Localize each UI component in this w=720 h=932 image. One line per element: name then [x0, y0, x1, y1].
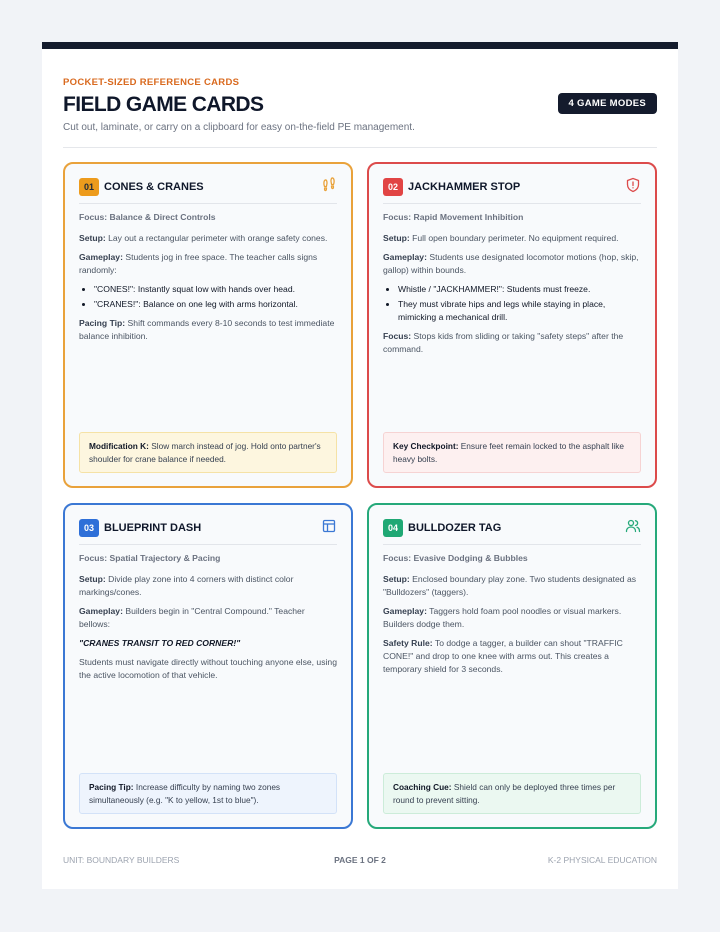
callout-label: Key Checkpoint: [393, 441, 459, 451]
card-callout [383, 432, 641, 473]
extra-label: Focus: [383, 331, 412, 341]
callout-text: Ensure feet remain locked to the asphalt like heavy bolts. [393, 441, 625, 464]
footer-grade: K-2 PHYSICAL EDUCATION [547, 855, 657, 865]
eyebrow-label: POCKET-SIZED REFERENCE CARDS [63, 77, 240, 88]
card-number: 03 [79, 519, 99, 537]
card-gameplay [383, 605, 641, 631]
setup-text: Divide play zone into 4 corners with distinct color markings/cones. [79, 574, 294, 597]
card-number: 04 [383, 519, 403, 537]
card-header [79, 518, 337, 540]
card-setup [79, 573, 337, 599]
card-divider [383, 544, 641, 545]
footer-page-number: PAGE 1 OF 2 [334, 855, 386, 865]
callout-text: Shield can only be deployed three times per round to prevent sitting. [393, 782, 616, 805]
card-focus: Focus: Evasive Dodging & Bubbles [383, 553, 528, 563]
command-list [398, 283, 641, 324]
gameplay-text: Students jog in free space. The teacher calls signs randomly: [79, 252, 318, 275]
card-gameplay [79, 605, 337, 631]
card-callout [79, 773, 337, 814]
card-extra: Students must navigate directly without touching anyone else, using the active locomotion of that vehicle. [79, 657, 337, 680]
header-divider [63, 147, 657, 148]
page-subtitle: Cut out, laminate, or carry on a clipboard for easy on-the-field PE management. [63, 122, 415, 133]
card-setup [79, 232, 337, 245]
top-accent-bar [42, 42, 678, 49]
card-focus: Focus: Spatial Trajectory & Pacing [79, 553, 221, 563]
card-header [383, 518, 641, 540]
game-card-bulldozer-tag [367, 503, 657, 829]
card-callout [79, 432, 337, 473]
extra-text: Stops kids from sliding or taking "safety steps" after the command. [383, 331, 624, 354]
card-focus: Focus: Rapid Movement Inhibition [383, 212, 524, 222]
gameplay-label: Gameplay: [79, 606, 123, 616]
setup-label: Setup: [383, 233, 410, 243]
card-body [79, 552, 337, 688]
callout-text: Slow march instead of jog. Hold onto partner's shoulder for crane balance if needed. [89, 441, 321, 464]
command-list [94, 283, 337, 311]
list-item: • "CONES!": Instantly squat low with hands over head. [94, 283, 337, 296]
gameplay-text: Builders begin in "Central Compound." Teacher bellows: [79, 606, 305, 629]
shield-alert-icon [625, 177, 641, 193]
footer-unit: UNIT: BOUNDARY BUILDERS [63, 855, 180, 865]
card-extra [383, 637, 641, 676]
extra-text: To dodge a tagger, a builder can shout "TRAFFIC CONE!" and drop to one knee with arms out. This creates a temporary shield for 3 seconds. [383, 638, 623, 674]
card-extra [383, 330, 641, 356]
setup-label: Setup: [79, 574, 106, 584]
callout-text: Increase difficulty by naming two zones simultaneously (e.g. "K to yellow, 1st to blue"). [89, 782, 281, 805]
card-header [383, 177, 641, 199]
game-card-cones-cranes [63, 162, 353, 488]
list-item: • Whistle / "JACKHAMMER!": Students must freeze. [398, 283, 641, 296]
card-body [383, 211, 641, 362]
setup-label: Setup: [79, 233, 106, 243]
extra-text: Shift commands every 8-10 seconds to test immediate balance inhibition. [79, 318, 335, 341]
setup-text: Enclosed boundary play zone. Two students designated as "Bulldozers" (taggers). [383, 574, 637, 597]
card-gameplay [383, 251, 641, 277]
gameplay-text: Students use designated locomotor motions (hop, skip, gallop) within bounds. [383, 252, 639, 275]
gameplay-label: Gameplay: [79, 252, 123, 262]
card-divider [383, 203, 641, 204]
game-modes-badge: 4 GAME MODES [558, 93, 658, 114]
card-callout [383, 773, 641, 814]
setup-label: Setup: [383, 574, 410, 584]
setup-text: Lay out a rectangular perimeter with orange safety cones. [105, 233, 328, 243]
card-setup [383, 232, 641, 245]
game-card-blueprint-dash [63, 503, 353, 829]
users-icon [625, 518, 641, 534]
card-setup [383, 573, 641, 599]
gameplay-label: Gameplay: [383, 252, 427, 262]
footprints-icon [321, 177, 337, 193]
card-divider [79, 203, 337, 204]
card-gameplay [79, 251, 337, 277]
teacher-call-quote: "CRANES TRANSIT TO RED CORNER!" [79, 638, 241, 648]
card-extra [79, 317, 337, 343]
card-title: BLUEPRINT DASH [104, 522, 202, 534]
card-number: 01 [79, 178, 99, 196]
callout-label: Coaching Cue: [393, 782, 452, 792]
callout-label: Pacing Tip: [89, 782, 134, 792]
page-sheet [42, 42, 678, 889]
card-body [383, 552, 641, 682]
setup-text: Full open boundary perimeter. No equipment required. [409, 233, 619, 243]
card-body [79, 211, 337, 349]
extra-label: Safety Rule: [383, 638, 433, 648]
page-title: FIELD GAME CARDS [63, 93, 264, 116]
list-item: • They must vibrate hips and legs while staying in place, mimicking a mechanical drill. [398, 298, 641, 324]
card-header [79, 177, 337, 199]
callout-label: Modification K: [89, 441, 149, 451]
card-title: BULLDOZER TAG [408, 522, 502, 534]
gameplay-label: Gameplay: [383, 606, 427, 616]
game-card-jackhammer-stop [367, 162, 657, 488]
card-divider [79, 544, 337, 545]
gameplay-text: Taggers hold foam pool noodles or visual markers. Builders dodge them. [383, 606, 622, 629]
card-title: JACKHAMMER STOP [408, 181, 521, 193]
layout-icon [321, 518, 337, 534]
extra-label: Pacing Tip: [79, 318, 126, 328]
list-item: • "CRANES!": Balance on one leg with arms horizontal. [94, 298, 337, 311]
card-number: 02 [383, 178, 403, 196]
card-title: CONES & CRANES [104, 181, 204, 193]
card-focus: Focus: Balance & Direct Controls [79, 212, 216, 222]
